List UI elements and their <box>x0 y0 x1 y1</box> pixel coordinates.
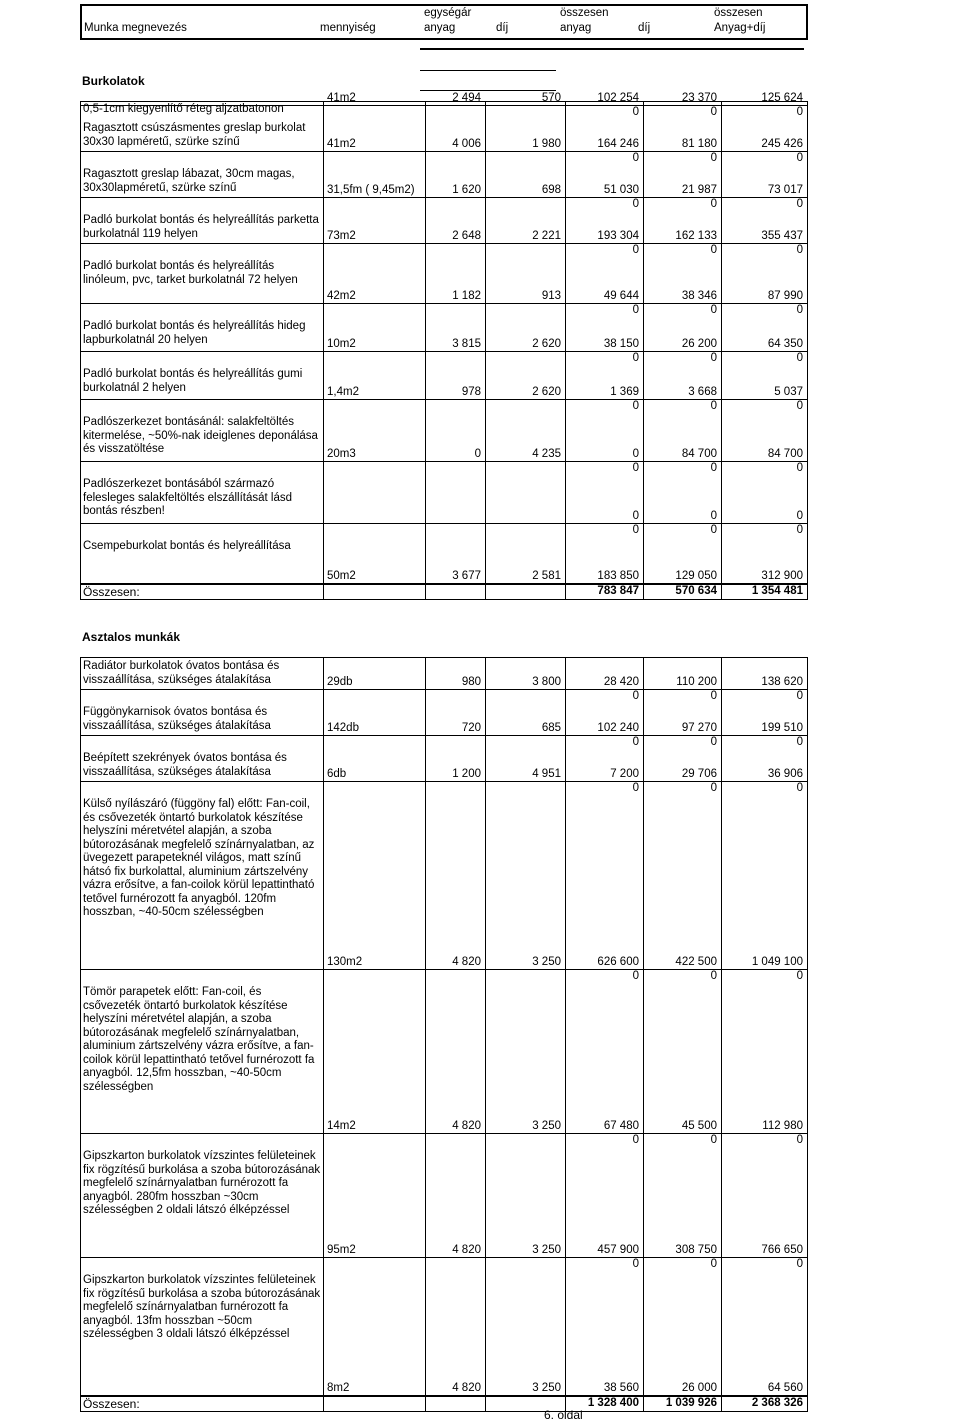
cell-zero: 0 <box>710 782 717 794</box>
cell-total: 87 990 <box>767 290 803 302</box>
cell-o-dij: 110 200 <box>676 676 717 688</box>
table-row <box>81 120 807 166</box>
cell-zero: 0 <box>632 1134 639 1146</box>
header-rule-short-2 <box>420 90 556 91</box>
cell-o-dij: 45 500 <box>681 1120 717 1132</box>
row-description: Ragasztott greslap lábazat, 30cm magas, 30x30lapméretű, szürke színű <box>83 168 295 194</box>
cell-zero: 0 <box>632 970 639 982</box>
row-rule <box>81 303 807 304</box>
cell-o-anyag: 38 560 <box>603 1382 639 1394</box>
row-description: Függönykarnisok óvatos bontása és visszaállítása, szükséges átalakítása <box>83 706 271 732</box>
cell-dij: 4 951 <box>532 768 561 780</box>
cell-total: 64 560 <box>767 1382 803 1394</box>
cell-zero: 0 <box>796 352 803 364</box>
header-anyagdij: Anyag+díj <box>714 22 766 34</box>
column-divider <box>425 658 426 1411</box>
cell-o-anyag: 67 480 <box>603 1120 639 1132</box>
total-o-dij: 570 634 <box>675 585 717 597</box>
column-divider <box>721 658 722 1411</box>
cell-dij: 698 <box>541 184 561 196</box>
cell-dij: 570 <box>541 92 561 104</box>
row-description: Gipszkarton burkolatok vízszintes felületeinek fix rögzítésű burkolása a szoba bútorozásának megfelelő színárnyalatban furnérozott fa anyagból. 280fm hosszban ~30cm szélességben 2 oldali látszó élképzéssel <box>83 1150 321 1216</box>
cell-zero: 0 <box>710 400 717 412</box>
total-row <box>81 1396 807 1411</box>
cell-anyag: 0 <box>474 448 481 460</box>
cell-total: 64 350 <box>767 338 803 350</box>
cell-o-dij: 21 987 <box>681 184 717 196</box>
cell-total: 766 650 <box>761 1244 803 1256</box>
row-description: Csempeburkolat bontás és helyreállítása <box>83 540 291 552</box>
total-o-anyag: 783 847 <box>597 585 639 597</box>
table-row <box>81 658 807 704</box>
cell-zero: 0 <box>710 736 717 748</box>
row-rule <box>81 523 807 524</box>
row-quantity: 130m2 <box>327 956 363 968</box>
cell-o-anyag: 49 644 <box>603 290 639 302</box>
row-quantity: 14m2 <box>327 1120 356 1132</box>
header-rule-short <box>420 70 556 71</box>
cell-total: 1 049 100 <box>751 956 803 968</box>
cell-zero: 0 <box>710 352 717 364</box>
header-mennyiseg: mennyiség <box>320 22 376 34</box>
page-number: 6. oldal <box>544 1408 583 1422</box>
cell-o-anyag: 193 304 <box>597 230 639 242</box>
row-rule <box>81 461 807 462</box>
row-description: Padlószerkezet bontásából származó felesleges salakfeltöltés elszállítását lásd bontás részben! <box>83 478 293 517</box>
cell-anyag: 4 820 <box>452 956 481 968</box>
cell-anyag: 2 494 <box>452 92 481 104</box>
cell-zero: 0 <box>632 782 639 794</box>
table-row <box>81 1148 807 1272</box>
cell-zero: 0 <box>710 690 717 702</box>
cell-zero: 0 <box>796 198 803 210</box>
row-description: Padlószerkezet bontásánál: salakfeltöltés kitermelése, ~50%-nak ideiglenes deponálása és visszatöltése <box>83 416 318 455</box>
cell-zero: 0 <box>710 152 717 164</box>
header-osszesen-1: összesen <box>560 7 609 19</box>
cell-o-dij: 38 346 <box>681 290 717 302</box>
cell-zero: 0 <box>632 690 639 702</box>
table-row <box>81 796 807 984</box>
row-description: Padló burkolat bontás és helyreállítás hideg lapburkolatnál 20 helyen <box>83 320 306 346</box>
cell-total: 112 980 <box>762 1120 803 1132</box>
cell-o-dij: 23 370 <box>681 92 717 104</box>
column-divider <box>425 102 426 599</box>
cell-zero: 0 <box>710 106 717 118</box>
section-title-asztalos: Asztalos munkák <box>82 630 181 644</box>
row-rule <box>81 105 807 106</box>
row-rule <box>81 781 807 782</box>
cell-o-dij: 308 750 <box>675 1244 717 1256</box>
column-header-box <box>80 4 808 40</box>
header-anyag-1: anyag <box>424 22 456 34</box>
cell-zero: 0 <box>796 304 803 316</box>
row-description: Radiátor burkolatok óvatos bontása és visszaállítása, szükséges átalakítása <box>83 660 280 686</box>
cell-zero: 0 <box>796 244 803 256</box>
cell-total: 36 906 <box>767 768 803 780</box>
row-rule <box>81 1257 807 1258</box>
row-quantity: 1,4m2 <box>327 386 359 398</box>
cell-anyag: 1 200 <box>452 768 481 780</box>
cell-o-anyag: 102 254 <box>597 92 639 104</box>
table-row <box>81 258 807 318</box>
cell-zero: 0 <box>632 304 639 316</box>
column-divider <box>485 658 486 1411</box>
column-divider <box>323 102 324 599</box>
cell-dij: 3 250 <box>532 1120 561 1132</box>
cell-zero: 0 <box>796 462 803 474</box>
cell-zero: 0 <box>710 462 717 474</box>
cell-dij: 2 221 <box>532 230 561 242</box>
table-row <box>81 92 807 120</box>
column-divider <box>323 658 324 1411</box>
cell-o-dij: 162 133 <box>675 230 717 242</box>
total-label: Összesen: <box>83 1397 140 1411</box>
cell-o-anyag: 28 420 <box>603 676 639 688</box>
table-row <box>81 984 807 1148</box>
cell-zero: 0 <box>632 400 639 412</box>
table-asztalos <box>80 657 808 1412</box>
cell-dij: 3 800 <box>532 676 561 688</box>
cell-o-dij: 422 500 <box>675 956 717 968</box>
cell-zero: 0 <box>632 524 639 536</box>
table-row <box>81 366 807 414</box>
cell-o-dij: 81 180 <box>681 138 717 150</box>
cell-anyag: 1 182 <box>452 290 481 302</box>
cell-zero: 0 <box>710 198 717 210</box>
column-divider <box>485 102 486 599</box>
header-egysegar: egységár <box>424 7 472 19</box>
cell-zero: 0 <box>632 352 639 364</box>
cell-dij: 2 620 <box>532 386 561 398</box>
cell-anyag: 4 820 <box>452 1120 481 1132</box>
row-rule <box>81 243 807 244</box>
cell-o-anyag: 626 600 <box>597 956 639 968</box>
cell-zero: 0 <box>710 1134 717 1146</box>
cell-o-anyag: 164 246 <box>597 138 639 150</box>
cell-o-anyag: 51 030 <box>603 184 639 196</box>
cell-zero: 0 <box>632 462 639 474</box>
cell-zero: 0 <box>632 244 639 256</box>
row-rule <box>81 197 807 198</box>
table-row <box>81 166 807 212</box>
cell-total: 84 700 <box>767 448 803 460</box>
cell-zero: 0 <box>796 736 803 748</box>
table-row <box>81 318 807 366</box>
row-description: 0,5-1cm kiegyenlítő réteg aljzatbatonon <box>83 103 284 115</box>
cell-anyag: 4 820 <box>452 1244 481 1256</box>
cell-zero: 0 <box>796 1134 803 1146</box>
cell-anyag: 720 <box>461 722 481 734</box>
cell-total: 355 437 <box>761 230 803 242</box>
cell-zero: 0 <box>796 524 803 536</box>
cell-dij: 2 620 <box>532 338 561 350</box>
row-description: Ragasztott csúszásmentes greslap burkolat 30x30 lapméretű, szürke színű <box>83 122 306 148</box>
row-quantity: 50m2 <box>327 570 356 582</box>
cell-dij: 3 250 <box>532 1244 561 1256</box>
table-burkolatok <box>80 92 808 600</box>
cell-o-dij: 3 668 <box>688 386 717 398</box>
table-row <box>81 1272 807 1396</box>
cell-zero: 0 <box>796 106 803 118</box>
cell-total: 125 624 <box>761 92 803 104</box>
cell-o-anyag: 1 369 <box>610 386 639 398</box>
cell-anyag: 3 815 <box>452 338 481 350</box>
row-rule <box>81 151 807 152</box>
header-dij-2: díj <box>638 22 651 34</box>
row-quantity: 41m2 <box>327 92 356 104</box>
total-label: Összesen: <box>83 585 140 599</box>
row-quantity: 73m2 <box>327 230 356 242</box>
cell-anyag: 2 648 <box>452 230 481 242</box>
cell-zero: 0 <box>710 304 717 316</box>
table-row <box>81 414 807 476</box>
row-rule <box>81 351 807 352</box>
row-quantity: 31,5fm ( 9,45m2) <box>327 184 415 196</box>
cell-o-anyag: 38 150 <box>603 338 639 350</box>
row-rule <box>81 1133 807 1134</box>
cell-zero: 0 <box>710 244 717 256</box>
cell-zero: 0 <box>632 1258 639 1270</box>
cell-anyag: 1 620 <box>452 184 481 196</box>
cell-total: 73 017 <box>767 184 803 196</box>
total-total: 1 354 481 <box>751 585 803 597</box>
total-total: 2 368 326 <box>751 1397 803 1409</box>
cell-zero: 0 <box>632 106 639 118</box>
cell-dij: 913 <box>541 290 561 302</box>
row-description: Beépített szekrények óvatos bontása és visszaállítása, szükséges átalakítása <box>83 752 287 778</box>
header-dij-1: díj <box>496 22 509 34</box>
cell-zero: 0 <box>796 1258 803 1270</box>
cell-o-anyag: 183 850 <box>597 570 639 582</box>
cell-dij: 685 <box>541 722 561 734</box>
cell-o-anyag: 457 900 <box>597 1244 639 1256</box>
row-quantity: 10m2 <box>327 338 356 350</box>
cell-anyag: 980 <box>461 676 481 688</box>
cell-o-dij: 0 <box>710 510 717 522</box>
table-row <box>81 476 807 538</box>
header-osszesen-2: összesen <box>714 7 763 19</box>
cell-dij: 4 235 <box>532 448 561 460</box>
cell-o-anyag: 0 <box>632 448 639 460</box>
cell-total: 138 620 <box>761 676 803 688</box>
cell-anyag: 3 677 <box>452 570 481 582</box>
header-rule <box>420 48 804 50</box>
column-divider <box>721 102 722 599</box>
total-row <box>81 584 807 599</box>
row-quantity: 6db <box>327 768 347 780</box>
row-quantity: 95m2 <box>327 1244 356 1256</box>
row-quantity: 41m2 <box>327 138 356 150</box>
cell-zero: 0 <box>710 1258 717 1270</box>
total-o-dij: 1 039 926 <box>665 1397 717 1409</box>
cell-zero: 0 <box>796 400 803 412</box>
row-quantity: 20m3 <box>327 448 356 460</box>
cell-anyag: 4 820 <box>452 1382 481 1394</box>
table-row <box>81 750 807 796</box>
cell-zero: 0 <box>632 736 639 748</box>
cell-zero: 0 <box>632 198 639 210</box>
header-anyag-2: anyag <box>560 22 592 34</box>
row-rule <box>81 969 807 970</box>
cell-o-dij: 29 706 <box>681 768 717 780</box>
cell-o-anyag: 0 <box>632 510 639 522</box>
column-divider <box>643 658 644 1411</box>
cell-total: 199 510 <box>761 722 803 734</box>
cell-dij: 3 250 <box>532 1382 561 1394</box>
cell-total: 312 900 <box>761 570 803 582</box>
cell-dij: 1 980 <box>532 138 561 150</box>
cell-o-dij: 26 200 <box>681 338 717 350</box>
row-description: Padló burkolat bontás és helyreállítás gumi burkolatnál 2 helyen <box>83 368 303 394</box>
cell-o-anyag: 102 240 <box>597 722 639 734</box>
row-rule <box>81 399 807 400</box>
cell-zero: 0 <box>710 970 717 982</box>
row-quantity: 42m2 <box>327 290 356 302</box>
column-divider <box>565 658 566 1411</box>
column-divider <box>643 102 644 599</box>
cell-total: 5 037 <box>774 386 803 398</box>
row-description: Padló burkolat bontás és helyreállítás linóleum, pvc, tarket burkolatnál 72 helyen <box>83 260 298 286</box>
section-title-burkolatok: Burkolatok <box>82 74 145 88</box>
row-description: Tömör parapetek előtt: Fan-coil, és csővezeték öntartó burkolatok készítése helyszíni méretvétel alapján, a szoba bútorozásának megfelelő színárnyalatban, aluminium zártszelvény vázra erősítve, a fan-coilok körül lepattintható tetővel furnérozott fa anyagból. 12,5fm hosszban, ~40-50cm szélességben <box>83 986 315 1093</box>
cell-zero: 0 <box>632 152 639 164</box>
table-row <box>81 538 807 584</box>
cell-dij: 2 581 <box>532 570 561 582</box>
row-rule <box>81 735 807 736</box>
cell-o-anyag: 7 200 <box>610 768 639 780</box>
cell-anyag: 978 <box>461 386 481 398</box>
cell-zero: 0 <box>796 690 803 702</box>
row-description: Padló burkolat bontás és helyreállítás parketta burkolatnál 119 helyen <box>83 214 319 240</box>
cell-zero: 0 <box>796 782 803 794</box>
table-row <box>81 212 807 258</box>
row-quantity: 142db <box>327 722 359 734</box>
cell-zero: 0 <box>796 152 803 164</box>
cell-o-dij: 97 270 <box>681 722 717 734</box>
cell-anyag: 4 006 <box>452 138 481 150</box>
cell-zero: 0 <box>710 524 717 536</box>
cell-o-dij: 26 000 <box>681 1382 717 1394</box>
column-divider <box>565 102 566 599</box>
cell-total: 0 <box>796 510 803 522</box>
row-description: Külső nyílászáró (függöny fal) előtt: Fan-coil, és csővezeték öntartó burkolatok készítése helyszíni méretvétel alapján, a szoba bútorozásának megfelelő színárnyalatban, az üvegezett parapeteknél világos, matt színű hátsó fix burkolattal, aluminium zártszelvény vázra erősítve, a fan-coilok körül lepattintható tetővel furnérozott fa anyagból. 120fm hosszban, ~40-50cm szélességben <box>83 798 315 918</box>
row-rule <box>81 689 807 690</box>
cell-dij: 3 250 <box>532 956 561 968</box>
cell-zero: 0 <box>796 970 803 982</box>
cell-o-dij: 129 050 <box>675 570 717 582</box>
table-row <box>81 704 807 750</box>
row-quantity: 8m2 <box>327 1382 350 1394</box>
row-description: Gipszkarton burkolatok vízszintes felületeinek fix rögzítésű burkolása a szoba bútorozásának megfelelő színárnyalatban furnérozott fa anyagból. 13fm hosszban ~50cm szélességben 3 oldali látszó élképzéssel <box>83 1274 321 1340</box>
total-o-anyag: 1 328 400 <box>587 1397 639 1409</box>
cell-o-dij: 84 700 <box>681 448 717 460</box>
cell-total: 245 426 <box>761 138 803 150</box>
header-munka: Munka megnevezés <box>84 22 187 34</box>
row-quantity: 29db <box>327 676 353 688</box>
